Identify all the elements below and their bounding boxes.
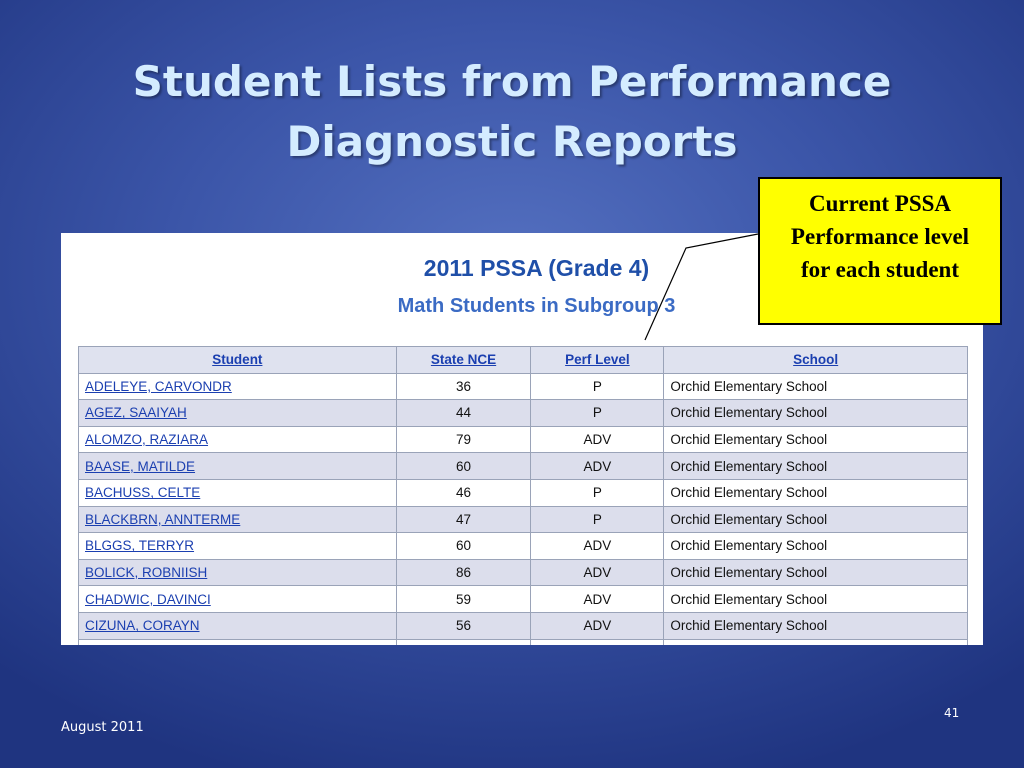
- table-row: [79, 479, 968, 506]
- state-nce-cell: 56: [396, 612, 531, 639]
- state-nce-cell: 46: [396, 479, 531, 506]
- school-cell: Orchid Elementary School: [664, 506, 968, 533]
- state-nce-cell: 36: [396, 373, 531, 400]
- perf-level-cell: ADV: [531, 533, 664, 560]
- empty-cell: [79, 639, 397, 645]
- student-name-link[interactable]: ALOMZO, RAZIARA: [79, 426, 397, 453]
- table-row: [79, 559, 968, 586]
- school-cell: Orchid Elementary School: [664, 533, 968, 560]
- student-name-link[interactable]: BACHUSS, CELTE: [79, 479, 397, 506]
- empty-cell: [664, 639, 968, 645]
- table-row: [79, 453, 968, 480]
- state-nce-cell: 59: [396, 586, 531, 613]
- school-cell: Orchid Elementary School: [664, 586, 968, 613]
- table-row: [79, 533, 968, 560]
- column-header-student[interactable]: Student: [79, 347, 397, 374]
- perf-level-cell: P: [531, 400, 664, 427]
- table-row: [79, 400, 968, 427]
- student-name-link[interactable]: BAASE, MATILDE: [79, 453, 397, 480]
- school-cell: Orchid Elementary School: [664, 400, 968, 427]
- perf-level-cell: ADV: [531, 559, 664, 586]
- state-nce-cell: 60: [396, 533, 531, 560]
- student-name-link[interactable]: CHADWIC, DAVINCI: [79, 586, 397, 613]
- perf-level-cell: ADV: [531, 586, 664, 613]
- students-table: [78, 346, 968, 645]
- school-cell: Orchid Elementary School: [664, 373, 968, 400]
- student-name-link[interactable]: BLGGS, TERRYR: [79, 533, 397, 560]
- perf-level-cell: P: [531, 479, 664, 506]
- table-row: [79, 373, 968, 400]
- table-row: [79, 612, 968, 639]
- page-number: 41: [944, 706, 960, 720]
- school-cell: Orchid Elementary School: [664, 426, 968, 453]
- empty-cell: [396, 639, 531, 645]
- table-row: [79, 506, 968, 533]
- student-name-link[interactable]: BOLICK, ROBNIISH: [79, 559, 397, 586]
- state-nce-cell: 47: [396, 506, 531, 533]
- footer-date: August 2011: [61, 720, 144, 735]
- state-nce-cell: 86: [396, 559, 531, 586]
- state-nce-cell: 44: [396, 400, 531, 427]
- column-header-state-nce[interactable]: State NCE: [396, 347, 531, 374]
- student-name-link[interactable]: CIZUNA, CORAYN: [79, 612, 397, 639]
- report-subtitle: Math Students in Subgroup 3: [397, 295, 676, 317]
- table-header-row: [79, 347, 968, 374]
- perf-level-cell: P: [531, 506, 664, 533]
- table-row: [79, 586, 968, 613]
- school-cell: Orchid Elementary School: [664, 559, 968, 586]
- slide-title: [0, 52, 1024, 172]
- callout-line-1: Current PSSA: [808, 191, 952, 216]
- callout-line-2: Performance level: [790, 224, 970, 249]
- perf-level-cell: ADV: [531, 612, 664, 639]
- school-cell: Orchid Elementary School: [664, 612, 968, 639]
- callout-line-3: for each student: [800, 257, 959, 282]
- student-name-link[interactable]: AGEZ, SAAIYAH: [79, 400, 397, 427]
- student-name-link[interactable]: ADELEYE, CARVONDR: [79, 373, 397, 400]
- table-row: [79, 426, 968, 453]
- student-name-link[interactable]: BLACKBRN, ANNTERME: [79, 506, 397, 533]
- callout-box: [758, 177, 1002, 325]
- state-nce-cell: 79: [396, 426, 531, 453]
- column-header-school[interactable]: School: [664, 347, 968, 374]
- report-title: 2011 PSSA (Grade 4): [423, 255, 650, 281]
- school-cell: Orchid Elementary School: [664, 479, 968, 506]
- table-row-partial: [79, 639, 968, 645]
- school-cell: Orchid Elementary School: [664, 453, 968, 480]
- perf-level-cell: ADV: [531, 453, 664, 480]
- perf-level-cell: ADV: [531, 426, 664, 453]
- slide-title-line-1: Student Lists from Performance: [132, 57, 892, 106]
- slide-title-line-2: Diagnostic Reports: [286, 117, 738, 166]
- empty-cell: [531, 639, 664, 645]
- perf-level-cell: P: [531, 373, 664, 400]
- state-nce-cell: 60: [396, 453, 531, 480]
- column-header-perf-level[interactable]: Perf Level: [531, 347, 664, 374]
